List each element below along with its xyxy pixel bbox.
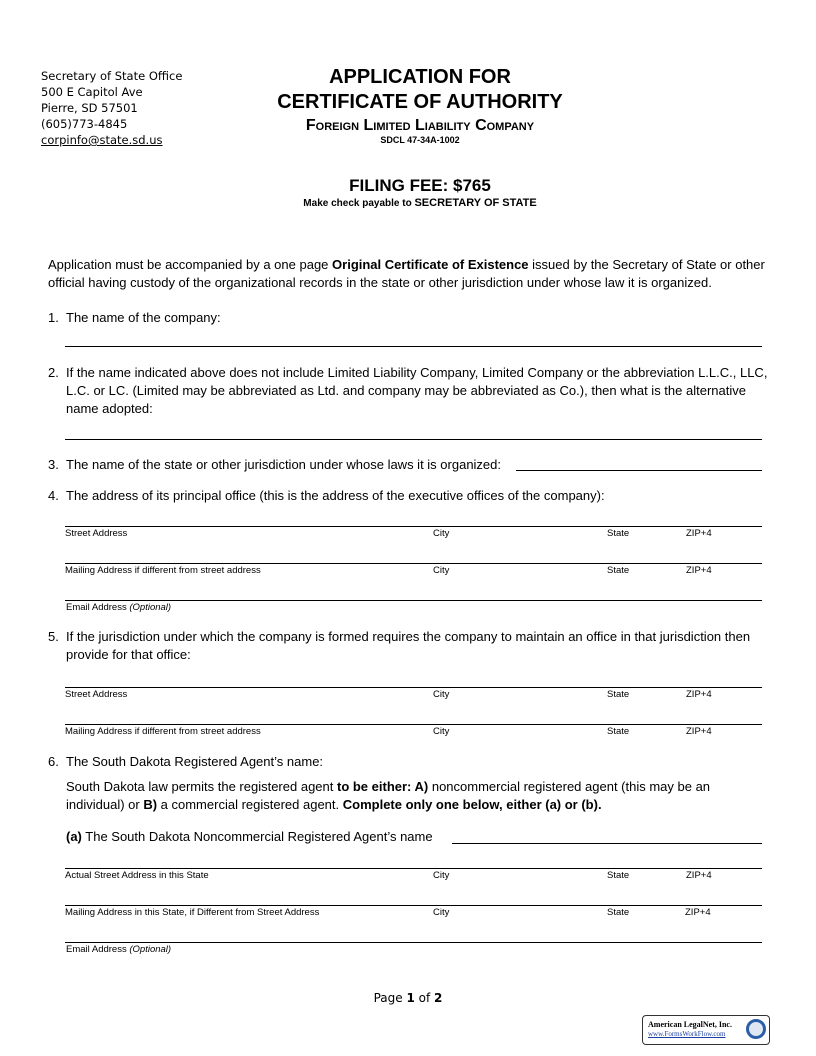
label-city: City — [433, 528, 450, 539]
item-5-number: 5. — [48, 629, 59, 644]
label-zip: ZIP+4 — [686, 870, 712, 881]
label-street-address: Street Address — [65, 689, 128, 700]
item-5-text: If the jurisdiction under which the company is formed requires the company to maintain an office in that jurisdiction then provide for that office: — [66, 629, 751, 662]
item-3-number: 3. — [48, 457, 59, 472]
agent-mailing-line[interactable] — [65, 905, 762, 906]
label-city: City — [433, 870, 450, 881]
page-current: 1 — [406, 991, 415, 1005]
page-number — [0, 991, 816, 1005]
item-1-number: 1. — [48, 310, 59, 325]
form-title-line2: CERTIFICATE OF AUTHORITY — [277, 91, 563, 113]
form-title-line1: APPLICATION FOR — [329, 66, 511, 88]
item-2-text: If the name indicated above does not include Limited Liability Company, Limited Company or the abbreviation L.L.C., LLC, L.C. or LC. (Limited may be abbreviated as Ltd. and company may be abbreviated as Co.), then what is the alternative name adopted: — [66, 365, 768, 416]
label-mailing-sd: Mailing Address in this State, if Different from Street Address — [65, 907, 320, 918]
item-3 — [48, 456, 773, 474]
office-phone: (605)773-4845 — [41, 117, 128, 131]
principal-street-line[interactable] — [65, 526, 762, 527]
label-email-text: Email Address — [66, 602, 130, 613]
label-mailing-address: Mailing Address if different from street address — [65, 565, 261, 576]
item-1-text: The name of the company: — [66, 310, 221, 325]
principal-email-line[interactable] — [65, 600, 762, 601]
label-street-address: Street Address — [65, 528, 128, 539]
page-prefix: Page — [373, 991, 407, 1005]
office-city: Pierre, SD 57501 — [41, 101, 138, 115]
item-1 — [48, 309, 773, 327]
label-zip: ZIP+4 — [685, 907, 711, 918]
alternative-name-line[interactable] — [65, 439, 762, 440]
agent-a-text: The South Dakota Noncommercial Registered Agent’s name — [81, 829, 433, 844]
label-zip: ZIP+4 — [686, 726, 712, 737]
label-state: State — [607, 870, 630, 881]
label-email — [66, 944, 171, 955]
item-6-number: 6. — [48, 754, 59, 769]
jurisdiction-line[interactable] — [516, 470, 762, 471]
agent-explanation — [66, 778, 746, 814]
agent-bold-1: to be either: A) — [336, 779, 429, 794]
office-address-block — [41, 68, 182, 148]
logo-company: American LegalNet, Inc. — [648, 1020, 732, 1029]
intro-post: issued by the Secretary of State or other official having custody of the organizational records in the state or other jurisdiction under whose law it is organized. — [48, 257, 765, 290]
label-city: City — [433, 689, 450, 700]
label-optional: (Optional) — [129, 944, 172, 955]
label-actual-street: Actual Street Address in this State — [65, 870, 209, 881]
item-6-text: The South Dakota Registered Agent’s name: — [66, 754, 324, 769]
label-city: City — [433, 565, 450, 576]
item-2 — [48, 364, 773, 418]
label-state: State — [607, 726, 630, 737]
item-5 — [48, 628, 773, 664]
page-total: 2 — [434, 991, 443, 1005]
intro-bold: Original Certificate of Existence — [332, 257, 529, 272]
intro-pre: Application must be accompanied by a one page — [48, 257, 333, 272]
agent-email-line[interactable] — [65, 942, 762, 943]
label-state: State — [607, 528, 630, 539]
label-city: City — [433, 907, 450, 918]
fee-note-prefix: Make check payable to — [303, 198, 415, 209]
intro-paragraph — [48, 256, 773, 292]
principal-mailing-line[interactable] — [65, 563, 762, 564]
agent-text-3: a commercial registered agent. — [157, 797, 343, 812]
fee-payee: SECRETARY OF STATE — [414, 197, 537, 209]
item-4-number: 4. — [48, 488, 59, 503]
fee-note — [230, 197, 610, 209]
agent-street-line[interactable] — [65, 868, 762, 869]
jurisdiction-office-street-line[interactable] — [65, 687, 762, 688]
office-email-link[interactable]: corpinfo@state.sd.us — [41, 133, 163, 147]
label-state: State — [607, 689, 630, 700]
label-state: State — [607, 565, 630, 576]
item-4 — [48, 487, 773, 505]
label-state: State — [607, 907, 630, 918]
label-email — [66, 602, 171, 613]
agent-a-row — [66, 829, 433, 844]
noncommercial-agent-name-line[interactable] — [452, 843, 762, 844]
jurisdiction-office-mailing-line[interactable] — [65, 724, 762, 725]
label-zip: ZIP+4 — [686, 689, 712, 700]
label-mailing-address: Mailing Address if different from street address — [65, 726, 261, 737]
filing-fee: FILING FEE: $765 — [349, 176, 491, 195]
legalnet-logo[interactable] — [642, 1015, 770, 1045]
item-4-text: The address of its principal office (this is the address of the executive offices of the company): — [66, 488, 605, 503]
label-email-text: Email Address — [66, 944, 130, 955]
label-zip: ZIP+4 — [686, 528, 712, 539]
item-2-number: 2. — [48, 365, 59, 380]
statute-ref: SDCL 47-34A-1002 — [380, 135, 460, 145]
label-city: City — [433, 726, 450, 737]
agent-bold-2: B) — [143, 797, 158, 812]
item-6 — [48, 753, 773, 771]
label-optional: (Optional) — [129, 602, 172, 613]
company-name-line[interactable] — [65, 346, 762, 347]
agent-text-2: noncommercial registered agent (this may be an individual) or — [66, 779, 711, 812]
agent-a-label: (a) — [66, 829, 82, 844]
office-street: 500 E Capitol Ave — [41, 85, 143, 99]
globe-icon — [746, 1019, 766, 1039]
page-of: of — [414, 991, 435, 1005]
office-name: Secretary of State Office — [41, 69, 183, 83]
logo-url: www.FormsWorkFlow.com — [648, 1030, 726, 1038]
item-3-text: The name of the state or other jurisdiction under whose laws it is organized: — [66, 457, 502, 472]
form-subtitle: Foreign Limited Liability Company — [305, 117, 535, 134]
agent-text-1: South Dakota law permits the registered agent — [66, 779, 337, 794]
label-zip: ZIP+4 — [686, 565, 712, 576]
agent-bold-3: Complete only one below, either (a) or (b). — [342, 797, 602, 812]
